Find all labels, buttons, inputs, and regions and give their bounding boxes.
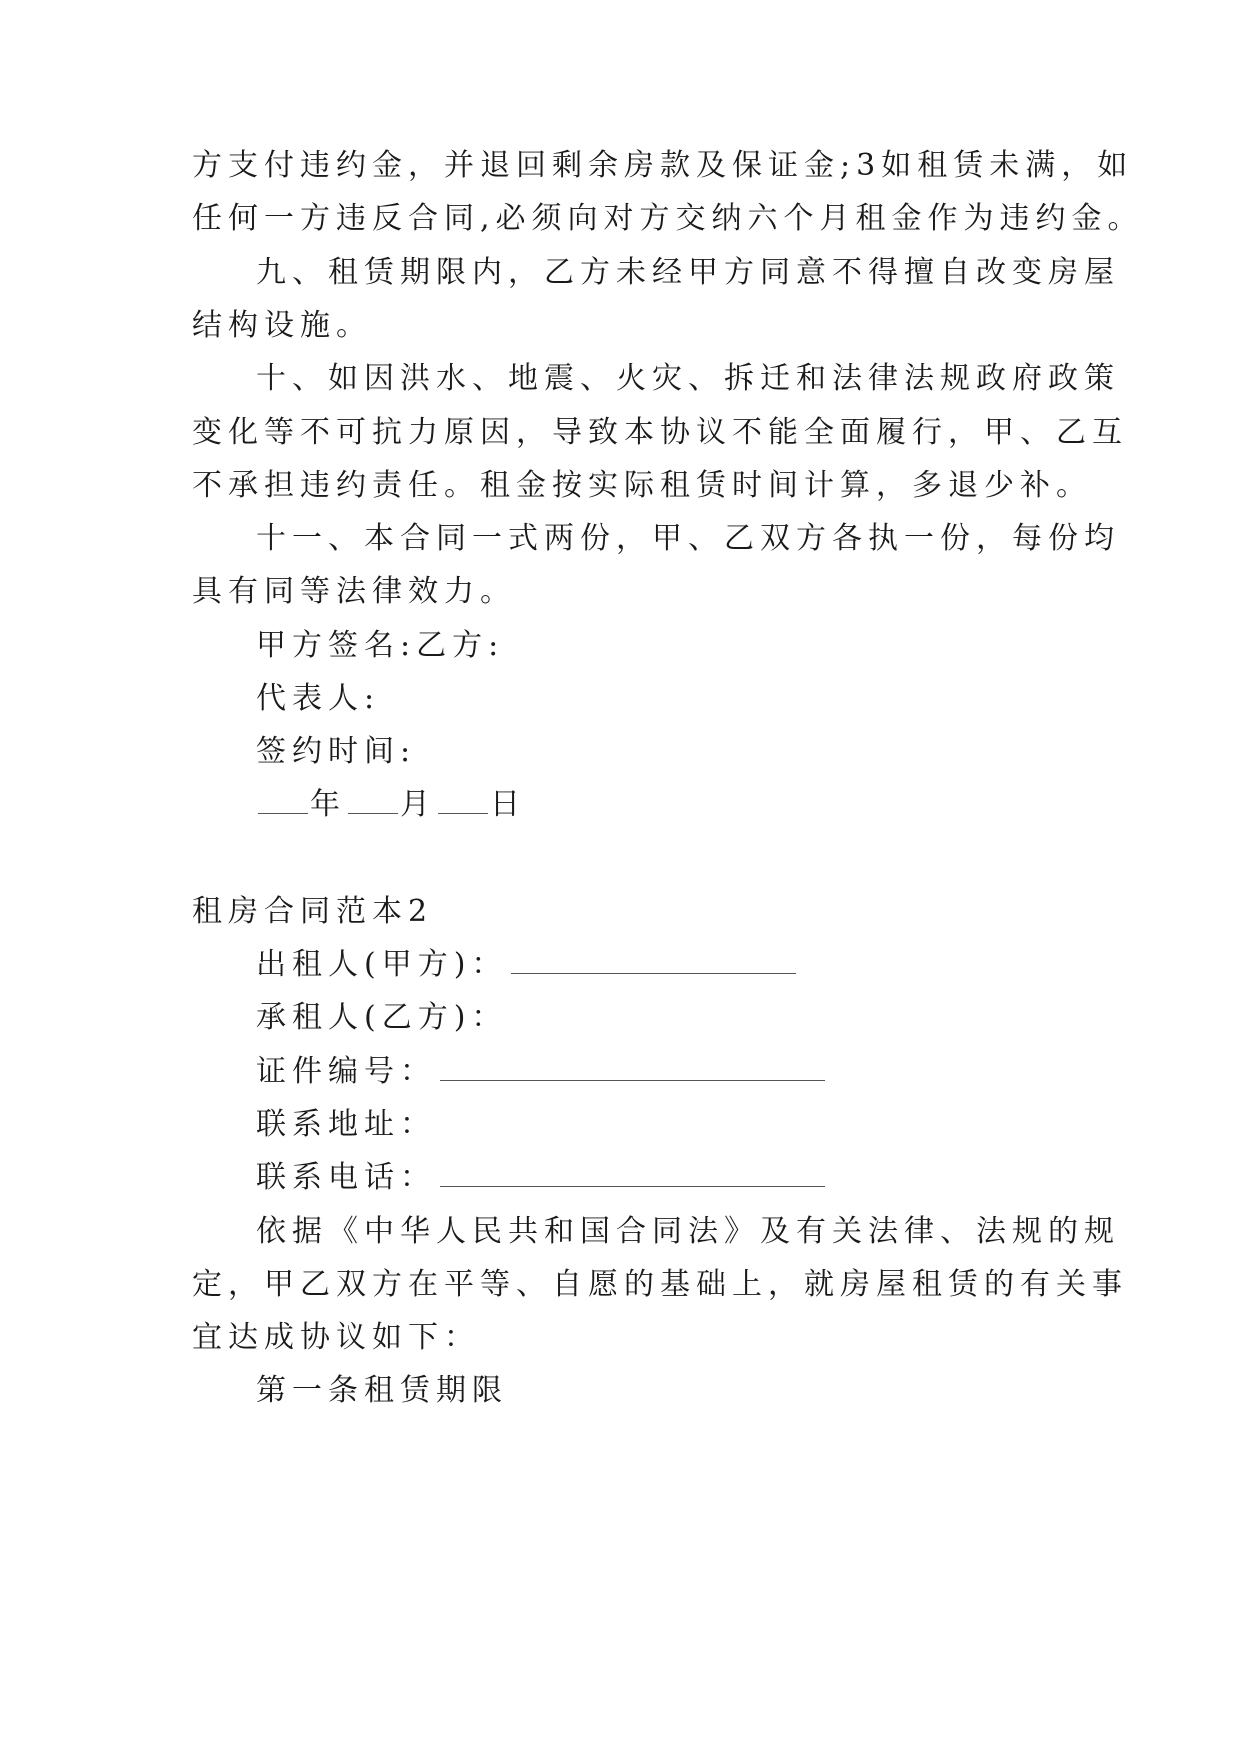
lessee-label: 承租人(乙方)： [256, 1000, 508, 1035]
preamble-line: 宜达成协议如下： [192, 1320, 480, 1355]
id-number-blank[interactable] [440, 1054, 825, 1081]
preamble-line: 依据《中华人民共和国合同法》及有关法律、法规的规 [256, 1214, 1120, 1249]
article-one-heading: 第一条租赁期限 [256, 1373, 508, 1408]
lessor-blank[interactable] [511, 947, 796, 974]
id-number-field [256, 1052, 825, 1092]
id-number-label: 证件编号： [256, 1054, 436, 1089]
lessee-field [256, 998, 507, 1038]
paragraph-line: 变化等不可抗力原因，导致本协议不能全面履行，甲、乙互 [192, 415, 1128, 450]
month-blank[interactable] [348, 787, 398, 814]
paragraph-line: 任何一方违反合同,必须向对方交纳六个月租金作为违约金。 [192, 201, 1144, 236]
phone-label: 联系电话： [256, 1160, 436, 1195]
year-label: 年 [310, 787, 346, 822]
address-field [256, 1105, 436, 1145]
date-line [256, 785, 526, 825]
year-blank[interactable] [258, 787, 308, 814]
clause-nine: 九、租赁期限内，乙方未经甲方同意不得擅自改变房屋 [256, 255, 1120, 290]
phone-blank[interactable] [440, 1160, 825, 1187]
signature-party-a: 甲方签名:乙方: [256, 628, 505, 663]
paragraph-line: 具有同等法律效力。 [192, 574, 516, 609]
paragraph-line: 不承担违约责任。租金按实际租赁时间计算，多退少补。 [192, 468, 1092, 503]
lessor-label: 出租人(甲方)： [256, 947, 508, 982]
preamble-line: 定，甲乙双方在平等、自愿的基础上，就房屋租赁的有关事 [192, 1267, 1128, 1302]
day-blank[interactable] [438, 787, 488, 814]
month-label: 月 [400, 787, 436, 822]
phone-field [256, 1158, 825, 1198]
lessor-field [256, 945, 796, 985]
address-label: 联系地址： [256, 1107, 436, 1142]
clause-eleven: 十一、本合同一式两份，甲、乙双方各执一份，每份均 [256, 521, 1120, 556]
paragraph-line: 方支付违约金，并退回剩余房款及保证金;3如租赁未满，如 [192, 148, 1134, 183]
section-title: 租房合同范本2 [192, 894, 434, 929]
clause-ten: 十、如因洪水、地震、火灾、拆迁和法律法规政府政策 [256, 361, 1120, 396]
signing-time-label: 签约时间: [256, 734, 417, 769]
paragraph-line: 结构设施。 [192, 308, 372, 343]
day-label: 日 [490, 787, 526, 822]
representative-label: 代表人: [256, 681, 381, 716]
